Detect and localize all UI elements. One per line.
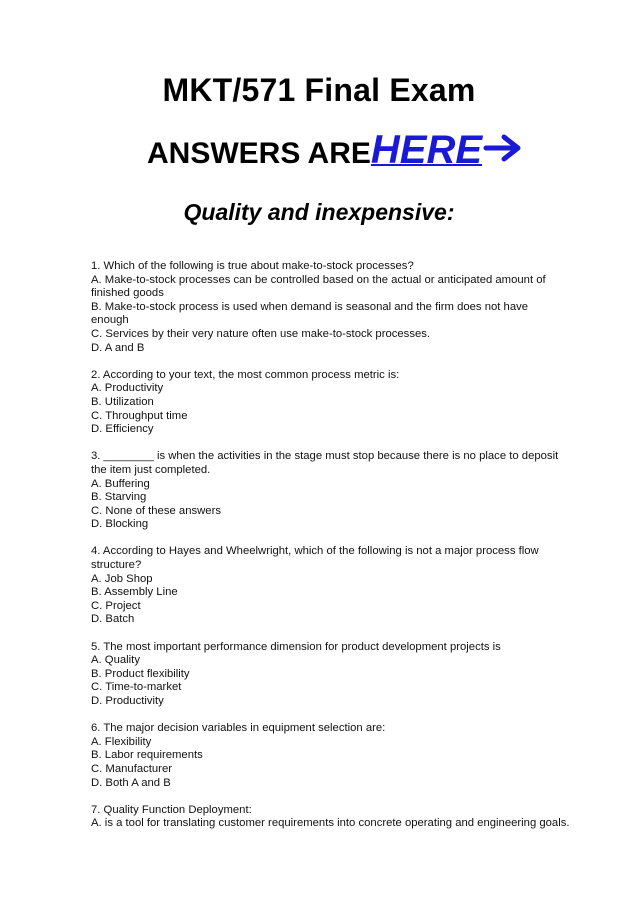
answer-option: B. Make-to-stock process is used when demand is seasonal and the firm does not have	[91, 300, 529, 313]
question-block	[91, 545, 611, 627]
question-stem: 6. The major decision variables in equipment selection are:	[91, 722, 386, 735]
answer-option: B. Assembly Line	[91, 586, 178, 599]
answer-option: B. Starving	[91, 491, 147, 504]
question-stem: 1. Which of the following is true about make-to-stock processes?	[91, 260, 414, 272]
here-link-label: HERE	[370, 128, 483, 172]
question-block	[91, 804, 611, 831]
answer-option: D. Productivity	[91, 695, 164, 707]
question-block	[91, 369, 611, 437]
answer-option: C. Project	[91, 599, 141, 612]
question-stem: structure?	[91, 559, 142, 572]
question-stem: 2. According to your text, the most common process metric is:	[91, 368, 400, 381]
subtitle: Quality and inexpensive:	[183, 199, 455, 225]
answer-option: A. Make-to-stock processes can be controlled based on the actual or anticipated amount of	[91, 273, 546, 286]
answer-option: C. Services by their very nature often use make-to-stock processes.	[91, 327, 431, 340]
answer-option: A. is a tool for translating customer requirements into concrete operating and engineering goals.	[91, 817, 570, 830]
question-block	[91, 641, 611, 709]
answer-option: C. Throughput time	[91, 409, 188, 422]
answer-option: D. Blocking	[91, 518, 149, 531]
answer-option: A. Productivity	[91, 382, 164, 395]
answers-prefix: ANSWERS ARE	[147, 137, 371, 170]
answer-option: A. Job Shop	[91, 572, 153, 585]
right-arrow-icon	[482, 133, 526, 163]
answer-option: D. Both A and B	[91, 776, 171, 789]
answer-option: B. Utilization	[91, 395, 154, 408]
question-stem: 4. According to Hayes and Wheelwright, which of the following is not a major process flow	[91, 545, 539, 558]
question-list	[91, 260, 611, 845]
answer-option: A. Buffering	[91, 477, 150, 490]
answer-option: D. A and B	[91, 341, 145, 354]
answer-option: D. Batch	[91, 613, 135, 626]
answer-option: C. Time-to-market	[91, 681, 182, 694]
question-block	[91, 722, 611, 790]
answer-option: B. Product flexibility	[91, 667, 190, 680]
question-stem: 5. The most important performance dimension for product development projects is	[91, 640, 501, 653]
question-stem: the item just completed.	[91, 463, 211, 476]
question-block	[91, 260, 611, 355]
answer-option: C. Manufacturer	[91, 762, 172, 775]
answer-option: enough	[91, 314, 129, 327]
question-stem: 3. ________ is when the activities in the stage must stop because there is no place to deposit	[91, 450, 559, 463]
question-stem: 7. Quality Function Deployment:	[91, 803, 252, 816]
answer-option: C. None of these answers	[91, 504, 221, 517]
here-link[interactable]	[371, 128, 526, 172]
answer-option: D. Efficiency	[91, 423, 154, 436]
question-block	[91, 450, 611, 532]
answer-option: A. Flexibility	[91, 735, 152, 748]
page-title: MKT/571 Final Exam	[162, 72, 476, 108]
answer-option: finished goods	[91, 287, 164, 300]
answers-line	[147, 128, 526, 174]
answer-option: B. Labor requirements	[91, 749, 203, 762]
answer-option: A. Quality	[91, 654, 140, 667]
